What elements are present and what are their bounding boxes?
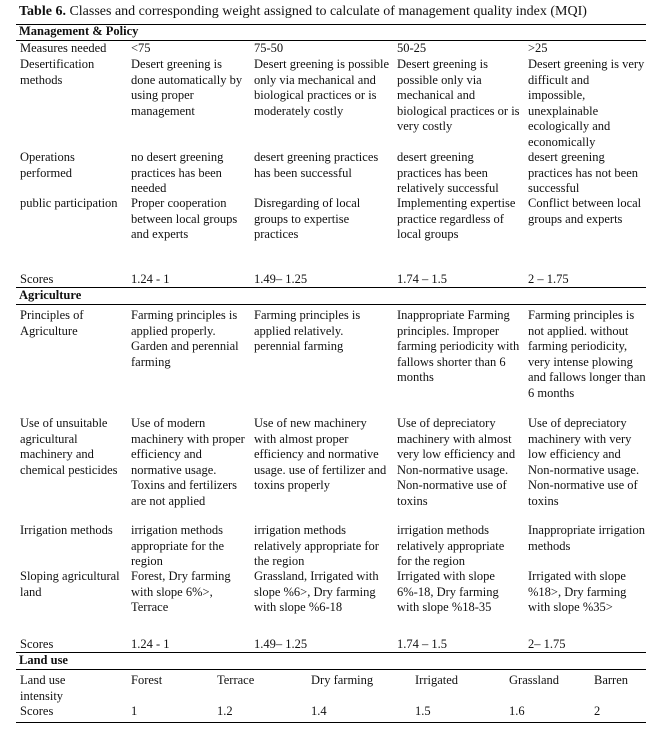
table-cell: 1.74 – 1.5 bbox=[397, 272, 447, 286]
table-cell: 1.49– 1.25 bbox=[254, 272, 308, 286]
section-agriculture: Agriculture bbox=[19, 288, 82, 302]
land-use-score: 1 bbox=[131, 704, 138, 718]
row-label: Measures needed bbox=[20, 41, 107, 55]
table-cell: 1.24 - 1 bbox=[131, 272, 170, 286]
section-management: Management & Policy bbox=[19, 24, 139, 38]
table-cell: 50-25 bbox=[397, 41, 427, 55]
table-cell: Irrigated with slope %18>, Dry farming with slope %35> bbox=[528, 569, 627, 614]
table-cell: no desert greening practices has been needed bbox=[131, 150, 224, 195]
table-cell: irrigation methods relatively appropriate for the region bbox=[254, 523, 379, 568]
table-cell: Disregarding of local groups to expertise practices bbox=[254, 196, 361, 241]
row-label: Irrigation methods bbox=[20, 523, 113, 537]
land-use-class: Irrigated bbox=[415, 673, 459, 687]
table-cell: Inappropriate Farming principles. Improper farming periodicity with fallows shorter than 6 months bbox=[397, 308, 520, 384]
land-use-rule bbox=[16, 669, 646, 670]
land-use-class: Forest bbox=[131, 673, 163, 687]
land-use-score: 1.5 bbox=[415, 704, 431, 718]
row-label: Scores bbox=[20, 704, 54, 718]
table-caption: Classes and corresponding weight assigned to calculate of management quality index (MQI) bbox=[65, 4, 587, 19]
row-label: public participation bbox=[20, 196, 118, 210]
table-cell: Desert greening is possible only via mechanical and biological practices or is moderately costly bbox=[254, 57, 390, 118]
land-use-class: Grassland bbox=[509, 673, 559, 687]
bottom-rule bbox=[16, 722, 646, 723]
table-cell: desert greening practices has not been successful bbox=[528, 150, 639, 195]
table-number: Table 6. bbox=[19, 4, 66, 19]
land-use-top-rule bbox=[16, 652, 646, 653]
table-cell: 2– 1.75 bbox=[528, 637, 566, 651]
table-cell: irrigation methods appropriate for the region bbox=[131, 523, 225, 568]
land-use-class: Terrace bbox=[217, 673, 255, 687]
row-label: Scores bbox=[20, 272, 54, 286]
table-cell: Desert greening is very difficult and impossible, unexplainable ecologically and economically bbox=[528, 57, 645, 149]
land-use-score: 1.4 bbox=[311, 704, 327, 718]
table-cell: Implementing expertise practice regardless of local groups bbox=[397, 196, 516, 241]
land-use-score: 2 bbox=[594, 704, 601, 718]
table-cell: irrigation methods relatively appropriate for the region bbox=[397, 523, 505, 568]
table-cell: Proper cooperation between local groups and experts bbox=[131, 196, 238, 241]
table-cell: Farming principles is applied properly. Garden and perennial farming bbox=[131, 308, 239, 369]
table-cell: Farming principles is applied relatively. perennial farming bbox=[254, 308, 361, 353]
table-cell: desert greening practices has been relatively successful bbox=[397, 150, 499, 195]
row-label: Principles of Agriculture bbox=[20, 308, 84, 338]
table-cell: 1.74 – 1.5 bbox=[397, 637, 447, 651]
table-cell: Forest, Dry farming with slope 6%>, Terrace bbox=[131, 569, 231, 614]
land-use-class: Dry farming bbox=[311, 673, 374, 687]
table-cell: >25 bbox=[528, 41, 548, 55]
land-use-score: 1.2 bbox=[217, 704, 233, 718]
table-cell: Inappropriate irrigation methods bbox=[528, 523, 645, 553]
row-label: Land use intensity bbox=[20, 673, 66, 703]
table-cell: Use of modern machinery with proper efficiency and normative usage. Toxins and fertilizers are not applied bbox=[131, 416, 245, 508]
table-cell: Use of depreciatory machinery with almost very low efficiency and Non-normative usage. Non-normative use of toxins bbox=[397, 416, 516, 508]
land-use-class: Barren bbox=[594, 673, 629, 687]
land-use-score: 1.6 bbox=[509, 704, 525, 718]
table-cell: 1.24 - 1 bbox=[131, 637, 170, 651]
row-label: Sloping agricultural land bbox=[20, 569, 120, 599]
agriculture-top-rule bbox=[16, 287, 646, 288]
table-cell: desert greening practices has been successful bbox=[254, 150, 379, 180]
table-cell: Desert greening is possible only via mechanical and biological practices or is very costly bbox=[397, 57, 520, 133]
section-land-use: Land use bbox=[19, 653, 68, 667]
agriculture-rule bbox=[16, 304, 646, 305]
row-label: Desertification methods bbox=[20, 57, 95, 87]
table-cell: 2 – 1.75 bbox=[528, 272, 569, 286]
row-label: Use of unsuitable agricultural machinery and chemical pesticides bbox=[20, 416, 118, 477]
table-cell: Conflict between local groups and experts bbox=[528, 196, 642, 226]
table-cell: Desert greening is done automatically by using proper management bbox=[131, 57, 243, 118]
table-cell: Farming principles is not applied. without farming periodicity, very intense plowing and fallows longer than 6 months bbox=[528, 308, 646, 400]
table-cell: Use of new machinery with almost proper efficiency and normative usage. use of fertilizer and toxins properly bbox=[254, 416, 387, 492]
table-cell: <75 bbox=[131, 41, 151, 55]
table-cell: Irrigated with slope 6%-18, Dry farming with slope %18-35 bbox=[397, 569, 499, 614]
table-cell: Grassland, Irrigated with slope %6>, Dry farming with slope %6-18 bbox=[254, 569, 379, 614]
table-cell: 75-50 bbox=[254, 41, 284, 55]
table-cell: Use of depreciatory machinery with very low efficiency and Non-normative usage. Non-normative use of toxins bbox=[528, 416, 640, 508]
row-label: Scores bbox=[20, 637, 54, 651]
row-label: Operations performed bbox=[20, 150, 75, 180]
table-cell: 1.49– 1.25 bbox=[254, 637, 308, 651]
table-title bbox=[19, 4, 587, 20]
